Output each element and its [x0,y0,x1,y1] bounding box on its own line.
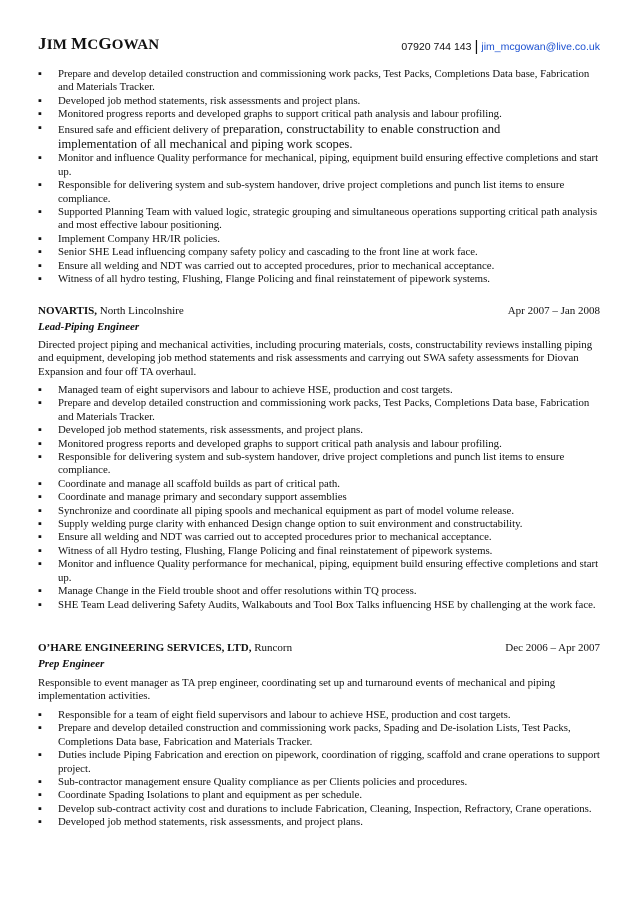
job-dates: Dec 2006 – Apr 2007 [505,642,600,654]
list-item: ▪ Ensure all welding and NDT was carried out to accepted procedures prior to mechanical acceptance. [38,531,600,544]
list-item: ▪ Monitor and influence Quality performance for mechanical, piping, equipment build ensuring effective completions and start up. [38,152,600,179]
list-item: ▪ Prepare and develop detailed construction and commissioning work packs, Spading and De-isolation Lists, Test Packs, Completions Data base, Fabrication and Materials Tracker. [38,722,600,749]
list-item: ▪ Developed job method statements, risk assessments, and project plans. [38,424,600,437]
job-summary: Directed project piping and mechanical activities, including procuring materials, costs, constructability reviews installing piping and equipment, developing job method statements and risk assessments and carrying out SWA safety assessments for Diovan Expansion and four off TA overhaul. [38,339,593,378]
job-novartis [38,305,600,334]
candidate-name: JIM MCGOWAN [38,34,160,53]
list-item: ▪ Monitored progress reports and developed graphs to support critical path analysis and labour profiling. [38,438,600,451]
job-dates: Apr 2007 – Jan 2008 [507,305,600,317]
company-location: North Lincolnshire [97,305,184,317]
list-item: ▪ Responsible for a team of eight field supervisors and labour to achieve HSE, production and cost targets. [38,709,600,722]
list-item: ▪ Duties include Piping Fabrication and erection on pipework, coordination of rigging, scaffold and crane operations to support project. [38,749,600,776]
company-name: NOVARTIS, [38,305,98,317]
job-ohare [38,642,600,671]
list-item: ▪ Ensured safe and efficient delivery of preparation, constructability to enable construction and implementation of all mechanical and piping work scopes. [38,122,600,153]
job-bullet-list [38,709,600,830]
contact-info [401,37,600,54]
list-item: ▪ Synchronize and coordinate all piping spools and mechanical equipment as part of model volume release. [38,505,600,518]
list-item: ▪ Responsible for delivering system and sub-system handover, drive project completions and punch list items to ensure compliance. [38,451,600,478]
job-role: Lead-Piping Engineer [38,321,140,333]
resume-header [38,34,600,56]
job-heading [38,305,600,319]
phone-number: 07920 744 143 [401,41,472,53]
list-item: ▪ Witness of all hydro testing, Flushing, Flange Policing and final reinstatement of pipework systems. [38,273,600,286]
job-heading [38,642,600,656]
list-item: ▪ Prepare and develop detailed construction and commissioning work packs, Test Packs, Completions Data base, Fabrication and Materials Tracker. [38,397,600,424]
list-item: ▪ Developed job method statements, risk assessments, and project plans. [38,816,600,829]
list-item: ▪ Coordinate and manage all scaffold builds as part of critical path. [38,478,600,491]
job-role: Prep Engineer [38,658,105,670]
company-location: Runcorn [251,642,293,654]
list-item: ▪ Coordinate and manage primary and secondary support assemblies [38,491,600,504]
list-item: ▪ Responsible for delivering system and sub-system handover, drive project completions and punch list items to ensure compliance. [38,179,600,206]
contact-separator: | [474,38,479,55]
list-item: ▪ Monitored progress reports and developed graphs to support critical path analysis and labour profiling. [38,108,600,121]
email-address[interactable]: jim_mcgowan@live.co.uk [481,41,600,53]
company-name: O’HARE ENGINEERING SERVICES, LTD, [38,642,252,654]
list-item: ▪ Ensure all welding and NDT was carried out to accepted procedures, prior to mechanical acceptance. [38,260,600,273]
list-item: ▪ Developed job method statements, risk assessments and project plans. [38,95,600,108]
list-item: ▪ Managed team of eight supervisors and labour to achieve HSE, production and cost targets. [38,384,600,397]
list-item: ▪ Manage Change in the Field trouble shoot and offer resolutions within TQ process. [38,585,600,598]
list-item: ▪ Supply welding purge clarity with enhanced Design change option to suit environment and constructability. [38,518,600,531]
job-bullet-list [38,384,600,612]
list-item: ▪ Supported Planning Team with valued logic, strategic grouping and simultaneous operations supporting critical path analysis and most effective labour positioning. [38,206,600,233]
list-item: ▪ Senior SHE Lead influencing company safety policy and cascading to the front line at work face. [38,246,600,259]
list-item: ▪ Implement Company HR/IR policies. [38,233,600,246]
list-item: ▪ Monitor and influence Quality performance for mechanical, piping, equipment build ensuring effective completions and start up. [38,558,600,585]
job-summary: Responsible to event manager as TA prep engineer, coordinating set up and turnaround events of mechanical and piping implementation activities. [38,677,556,703]
list-item: ▪ Coordinate Spading Isolations to plant and equipment as per schedule. [38,789,600,802]
list-item: ▪ Develop sub-contract activity cost and durations to include Fabrication, Cleaning, Inspection, Refractory, Crane operations. [38,803,600,816]
list-item: ▪ Sub-contractor management ensure Quality compliance as per Clients policies and procedures. [38,776,600,789]
top-bullet-list [38,68,600,287]
list-item: ▪ SHE Team Lead delivering Safety Audits, Walkabouts and Tool Box Talks influencing HSE by challenging at the work face. [38,599,600,612]
list-item: ▪ Prepare and develop detailed construction and commissioning work packs, Test Packs, Completions Data base, Fabrication and Materials Tracker. [38,68,600,95]
list-item: ▪ Witness of all Hydro testing, Flushing, Flange Policing and final reinstatement of pipework systems. [38,545,600,558]
